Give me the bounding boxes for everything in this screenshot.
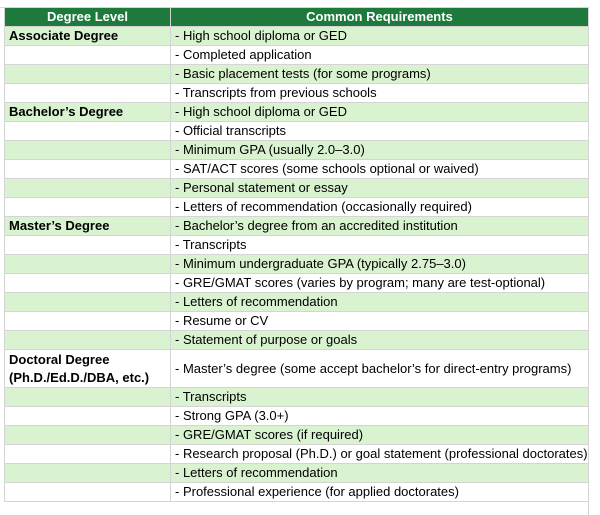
table-row [5, 388, 589, 407]
table-row [5, 141, 589, 160]
requirement-cell[interactable]: - Statement of purpose or goals [171, 331, 589, 350]
requirement-cell[interactable]: - Research proposal (Ph.D.) or goal statement (professional doctorates) [171, 445, 589, 464]
table-row [5, 445, 589, 464]
degree-level-cell[interactable] [5, 65, 171, 84]
degree-level-cell[interactable] [5, 407, 171, 426]
table-row [5, 122, 589, 141]
requirement-cell[interactable]: - GRE/GMAT scores (if required) [171, 426, 589, 445]
requirement-cell[interactable]: - Completed application [171, 46, 589, 65]
requirement-cell[interactable]: - Letters of recommendation [171, 293, 589, 312]
requirement-cell[interactable]: - Letters of recommendation (occasionally required) [171, 198, 589, 217]
requirement-cell[interactable]: - GRE/GMAT scores (varies by program; many are test-optional) [171, 274, 589, 293]
requirement-cell[interactable]: - Basic placement tests (for some programs) [171, 65, 589, 84]
requirement-cell[interactable]: - High school diploma or GED [171, 27, 589, 46]
table-row [5, 217, 589, 236]
degree-level-cell[interactable] [5, 274, 171, 293]
table-body [5, 27, 589, 502]
requirement-cell[interactable]: - Transcripts from previous schools [171, 84, 589, 103]
degree-level-cell[interactable] [5, 331, 171, 350]
table-row [5, 46, 589, 65]
degree-level-cell[interactable] [5, 160, 171, 179]
next-column-edge [588, 7, 600, 515]
requirement-cell[interactable]: - SAT/ACT scores (some schools optional or waived) [171, 160, 589, 179]
table-row [5, 84, 589, 103]
requirements-table [4, 7, 589, 502]
table-row [5, 274, 589, 293]
degree-level-cell[interactable] [5, 46, 171, 65]
degree-level-cell[interactable] [5, 141, 171, 160]
table-row [5, 103, 589, 122]
requirement-cell[interactable]: - Bachelor’s degree from an accredited institution [171, 217, 589, 236]
requirement-cell[interactable]: - High school diploma or GED [171, 103, 589, 122]
degree-level-cell[interactable]: Doctoral Degree (Ph.D./Ed.D./DBA, etc.) [5, 350, 171, 388]
header-row [5, 8, 589, 27]
table-row [5, 255, 589, 274]
table-row [5, 27, 589, 46]
requirement-cell[interactable]: - Minimum undergraduate GPA (typically 2.75–3.0) [171, 255, 589, 274]
degree-level-cell[interactable]: Associate Degree [5, 27, 171, 46]
table-row [5, 483, 589, 502]
table-row [5, 426, 589, 445]
table-row [5, 350, 589, 388]
requirement-cell[interactable]: - Letters of recommendation [171, 464, 589, 483]
degree-level-cell[interactable] [5, 388, 171, 407]
table-row [5, 293, 589, 312]
degree-level-cell[interactable] [5, 464, 171, 483]
requirement-cell[interactable]: - Transcripts [171, 236, 589, 255]
table-row [5, 198, 589, 217]
table-row [5, 464, 589, 483]
degree-level-cell[interactable]: Master’s Degree [5, 217, 171, 236]
degree-level-cell[interactable] [5, 312, 171, 331]
degree-level-cell[interactable] [5, 483, 171, 502]
table-row [5, 331, 589, 350]
degree-level-cell[interactable] [5, 255, 171, 274]
requirement-cell[interactable]: - Transcripts [171, 388, 589, 407]
table-row [5, 65, 589, 84]
table-row [5, 407, 589, 426]
table-row [5, 312, 589, 331]
table-row [5, 236, 589, 255]
requirement-cell[interactable]: - Minimum GPA (usually 2.0–3.0) [171, 141, 589, 160]
header-common-requirements[interactable]: Common Requirements [171, 8, 589, 27]
degree-level-cell[interactable] [5, 293, 171, 312]
requirement-cell[interactable]: - Professional experience (for applied doctorates) [171, 483, 589, 502]
degree-level-cell[interactable] [5, 179, 171, 198]
degree-level-cell[interactable] [5, 236, 171, 255]
degree-level-cell[interactable] [5, 198, 171, 217]
degree-level-cell[interactable]: Bachelor’s Degree [5, 103, 171, 122]
degree-level-cell[interactable] [5, 426, 171, 445]
requirement-cell[interactable]: - Personal statement or essay [171, 179, 589, 198]
requirement-cell[interactable]: - Resume or CV [171, 312, 589, 331]
degree-level-cell[interactable] [5, 445, 171, 464]
requirement-cell[interactable]: - Strong GPA (3.0+) [171, 407, 589, 426]
header-degree-level[interactable]: Degree Level [5, 8, 171, 27]
table-row [5, 160, 589, 179]
degree-level-cell[interactable] [5, 122, 171, 141]
degree-level-cell[interactable] [5, 84, 171, 103]
table-row [5, 179, 589, 198]
requirement-cell[interactable]: - Official transcripts [171, 122, 589, 141]
requirement-cell[interactable]: - Master’s degree (some accept bachelor’s for direct-entry programs) [171, 350, 589, 388]
